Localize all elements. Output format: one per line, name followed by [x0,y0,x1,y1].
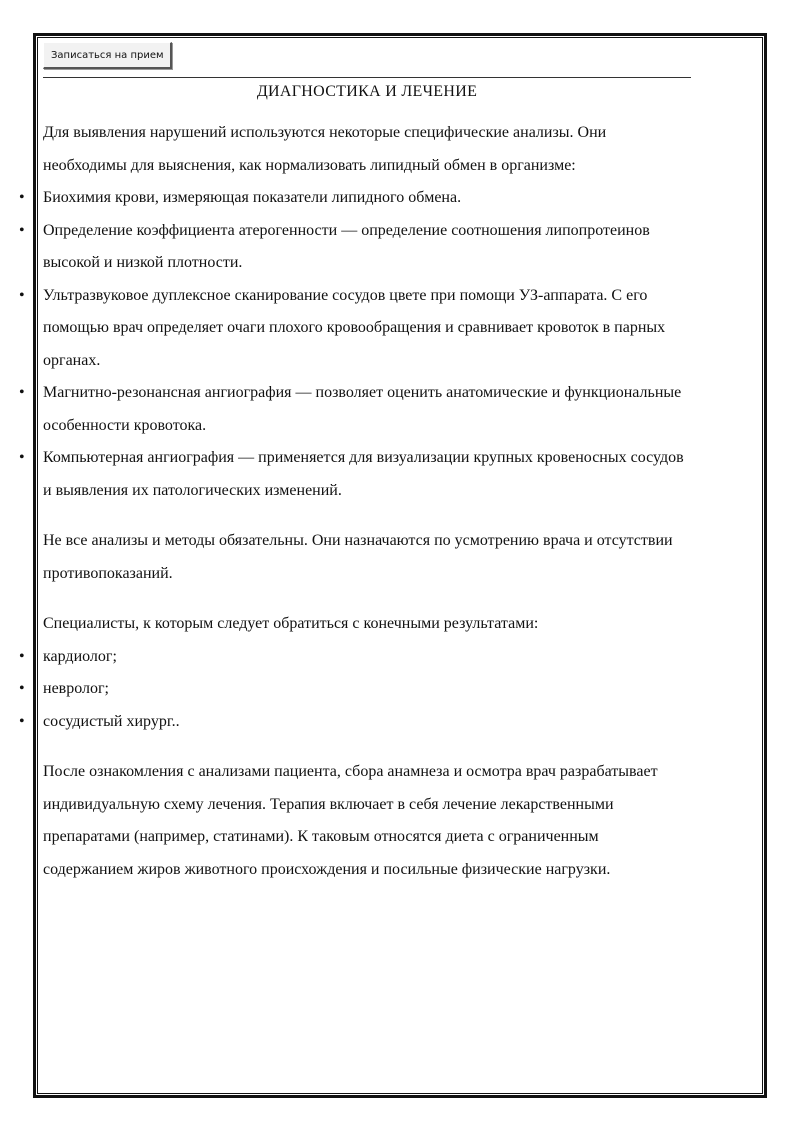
list-item: • Биохимия крови, измеряющая показатели липидного обмена. [43,182,691,215]
specialists-intro: Специалисты, к которым следует обратиться с конечными результатами: [43,615,539,632]
treatment-paragraph: После ознакомления с анализами пациента, сбора анамнеза и осмотра врач разрабатывает индивидуальную схему лечения. Терапия включает в себя лечение лекарственными препаратами (например, статинами). К таковым относятся диета с ограниченным содержанием жиров животного происхождения и посильные физические нагрузки. [43,763,658,878]
list-item: • Ультразвуковое дуплексное сканирование сосудов цвете при помощи УЗ-аппарата. С его помощью врач определяет очаги плохого кровообращения и сравнивает кровоток в парных органах. [43,280,691,378]
page-title: ДИАГНОСТИКА И ЛЕЧЕНИЕ [256,83,478,100]
list-item: • невролог; [43,673,691,706]
diagnostic-methods-list [43,182,691,507]
list-item: • сосудистый хирург.. [43,706,691,739]
list-item: • Магнитно-резонансная ангиография — позволяет оценить анатомические и функциональные особенности кровотока. [43,377,691,442]
list-item: • Компьютерная ангиография — применяется для визуализации крупных кровеносных сосудов и выявления их патологических изменений. [43,442,691,507]
horizontal-rule [43,77,691,78]
intro-paragraph: Для выявления нарушений используются некоторые специфические анализы. Они необходимы для выяснения, как нормализовать липидный обмен в организме: [43,124,607,174]
list-item: • кардиолог; [43,641,691,674]
list-item: • Определение коэффициента атерогенности — определение соотношения липопротеинов высокой и низкой плотности. [43,215,691,280]
appointment-button[interactable]: Записаться на прием [43,42,172,69]
page-content [43,42,691,886]
note-paragraph: Не все анализы и методы обязательны. Они назначаются по усмотрению врача и отсутствии противопоказаний. [43,532,673,582]
specialists-list [43,641,691,739]
